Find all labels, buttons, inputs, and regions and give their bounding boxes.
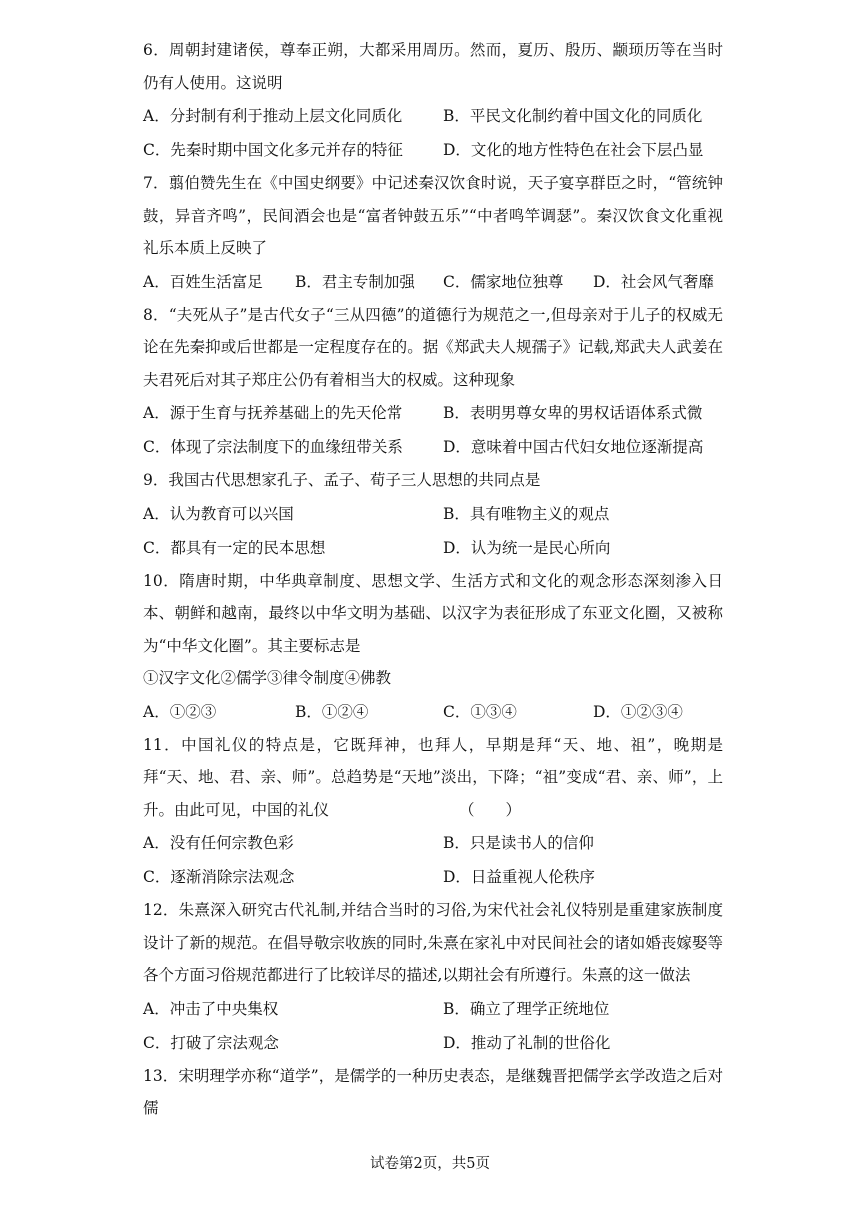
question-11 xyxy=(143,729,723,895)
option-c[interactable]: C．先秦时期中国文化多元并存的特征 xyxy=(143,141,403,159)
option-row xyxy=(143,695,723,729)
question-8 xyxy=(143,299,723,465)
option-b[interactable]: B．①②④ xyxy=(295,702,369,721)
exam-page xyxy=(143,34,723,1125)
option-b[interactable]: B．具有唯物主义的观点 xyxy=(443,504,610,523)
option-a[interactable]: A．①②③ xyxy=(143,702,217,721)
option-c[interactable]: C．都具有一定的民本思想 xyxy=(143,538,326,557)
question-stem: 10．隋唐时期，中华典章制度、思想文学、生活方式和文化的观念形态深刻渗入日本、朝鲜和越南，最终以中华文明为基础、以汉字为表征形成了东亚文化圈，又被称为“中华文化圈”。其主要标志是 xyxy=(143,571,723,655)
option-b[interactable]: B．只是读书人的信仰 xyxy=(443,834,594,852)
option-a[interactable]: A．没有任何宗教色彩 xyxy=(143,834,294,852)
option-row xyxy=(143,531,723,565)
question-12 xyxy=(143,894,723,1060)
question-stem: 6．周朝封建诸侯，尊奉正朔，大都采用周历。然而，夏历、殷历、颛顼历等在当时仍有人使用。这说明 xyxy=(143,41,723,92)
option-d[interactable]: D．认为统一是民心所向 xyxy=(443,538,611,557)
question-7 xyxy=(143,167,723,299)
answer-parentheses: （ ） xyxy=(459,800,522,819)
question-6 xyxy=(143,34,723,167)
option-b[interactable]: B．平民文化制约着中国文化的同质化 xyxy=(443,107,703,125)
question-statements: ①汉字文化②儒学③律令制度④佛教 xyxy=(143,669,392,687)
option-c[interactable]: C．儒家地位独尊 xyxy=(443,272,564,291)
option-a[interactable]: A．百姓生活富足 xyxy=(143,272,263,291)
option-a[interactable]: A．冲击了中央集权 xyxy=(143,999,279,1018)
option-c[interactable]: C．逐渐消除宗法观念 xyxy=(143,868,295,886)
option-row xyxy=(143,396,723,430)
option-d[interactable]: D．文化的地方性特色在社会下层凸显 xyxy=(443,141,704,159)
question-stem: 11．中国礼仪的特点是，它既拜神，也拜人，早期是拜“天、地、祖”，晚期是拜“天、地、君、亲、师”。总趋势是“天地”淡出，下降；“祖”变成“君、亲、师”，上升。由此可见，中国的礼仪 xyxy=(143,735,723,819)
option-d[interactable]: D．日益重视人伦秩序 xyxy=(443,868,595,886)
option-row xyxy=(143,1026,723,1060)
option-row xyxy=(143,826,723,860)
option-row xyxy=(143,860,723,894)
page-footer: 试卷第2页，共5页 xyxy=(370,1156,490,1172)
option-a[interactable]: A．源于生育与抚养基础上的先天伦常 xyxy=(143,404,403,422)
question-stem: 8．“夫死从子”是古代女子“三从四德”的道德行为规范之一,但母亲对于儿子的权威无论在先秦抑或后世都是一定程度存在的。据《郑武夫人规孺子》记载,郑武夫人武姜在夫君死后对其子郑庄公仍有着相当大的权威。这种现象 xyxy=(143,305,723,389)
question-stem-wrap xyxy=(143,729,723,827)
question-stem: 9．我国古代思想家孔子、孟子、荀子三人思想的共同点是 xyxy=(143,471,541,489)
option-row xyxy=(143,430,723,464)
question-9 xyxy=(143,464,723,565)
option-a[interactable]: A．分封制有利于推动上层文化同质化 xyxy=(143,107,403,125)
question-stem: 7．翦伯赞先生在《中国史纲要》中记述秦汉饮食时说，天子宴享群臣之时，“管统钟鼓，异音齐鸣”，民间酒会也是“富者钟鼓五乐”“中者鸣竿调瑟”。秦汉饮食文化重视礼乐本质上反映了 xyxy=(143,174,723,257)
option-d[interactable]: D．社会风气奢靡 xyxy=(593,272,714,291)
option-b[interactable]: B．君主专制加强 xyxy=(295,272,415,291)
option-d[interactable]: D．意味着中国古代妇女地位逐渐提高 xyxy=(443,438,704,456)
option-row xyxy=(143,133,723,167)
option-b[interactable]: B．确立了理学正统地位 xyxy=(443,999,610,1018)
option-row xyxy=(143,99,723,133)
question-stem: 13．宋明理学亦称“道学”，是儒学的一种历史表态，是继魏晋把儒学玄学改造之后对儒 xyxy=(143,1066,723,1117)
option-d[interactable]: D．推动了礼制的世俗化 xyxy=(443,1033,611,1052)
option-row xyxy=(143,497,723,531)
option-c[interactable]: C．打破了宗法观念 xyxy=(143,1033,279,1052)
question-10 xyxy=(143,565,723,729)
option-c[interactable]: C．①③④ xyxy=(443,702,517,721)
option-row xyxy=(143,265,723,299)
option-b[interactable]: B．表明男尊女卑的男权话语体系式微 xyxy=(443,404,703,422)
question-stem: 12．朱熹深入研究古代礼制,并结合当时的习俗,为宋代社会礼仪特别是重建家族制度设计了新的规范。在倡导敬宗收族的同时,朱熹在家礼中对民间社会的诸如婚丧嫁娶等各个方面习俗规范都进行了比较详尽的描述,以期社会有所遵行。朱熹的这一做法 xyxy=(143,901,723,984)
option-d[interactable]: D．①②③④ xyxy=(593,702,683,721)
question-13 xyxy=(143,1060,723,1125)
option-row xyxy=(143,992,723,1026)
option-a[interactable]: A．认为教育可以兴国 xyxy=(143,504,294,523)
option-c[interactable]: C．体现了宗法制度下的血缘纽带关系 xyxy=(143,438,403,456)
